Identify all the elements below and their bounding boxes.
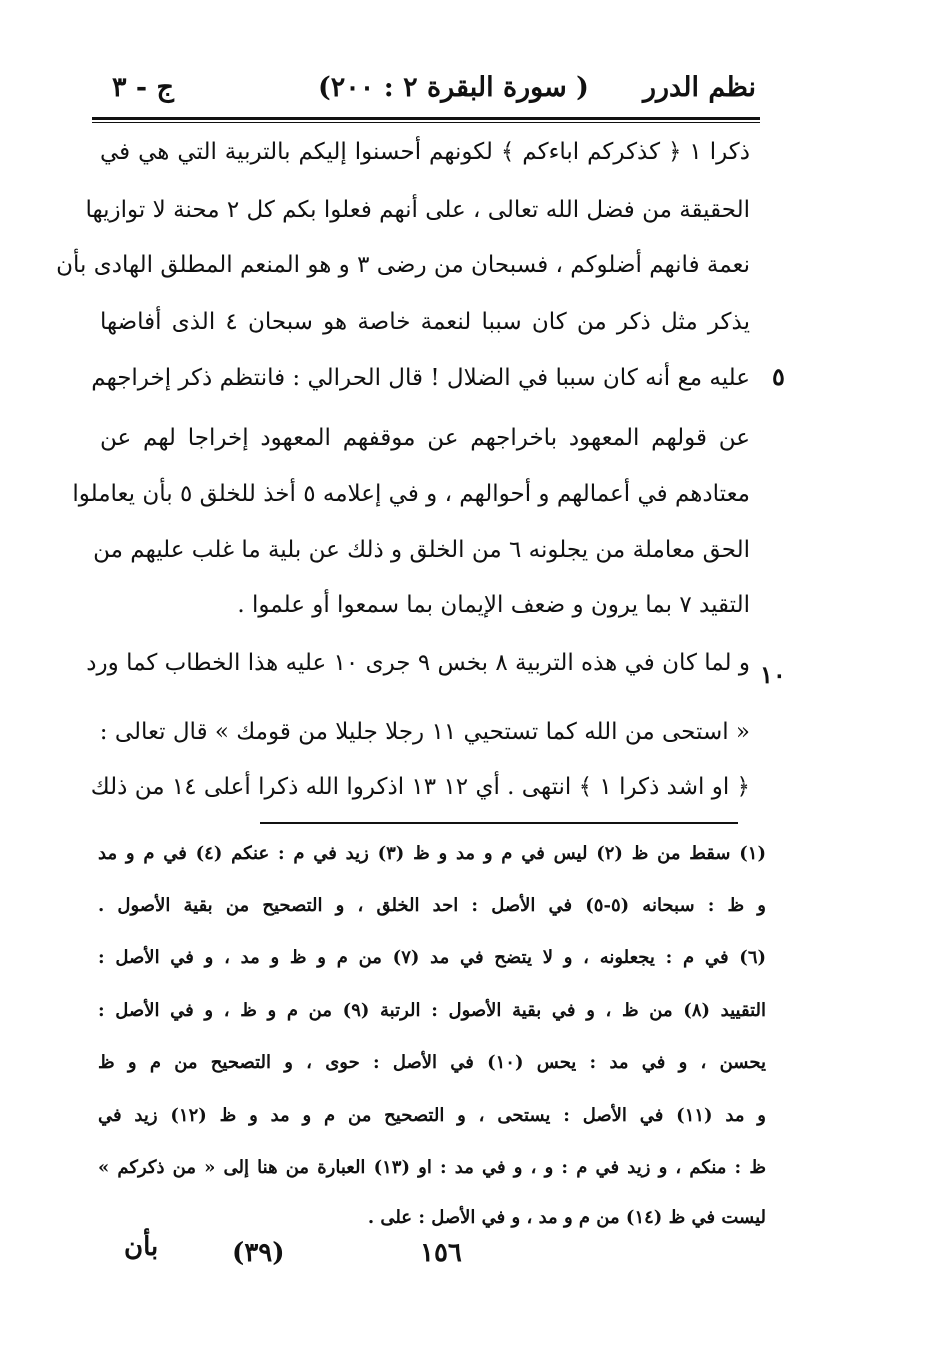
surah-reference: ( سورة البقرة ٢ : ٢٠٠) <box>318 72 589 103</box>
footnote-line: (١) سقط من ظ (٢) ليس في م و مد و ظ (٣) زيد في م : عنكم (٤) في م و مد <box>98 843 766 864</box>
body-line: معتادهم في أعمالهم و أحوالهم ، و في إعلامه ٥ أخذ للخلق ٥ بأن يعاملوا <box>72 481 750 507</box>
footnote-rule <box>260 822 738 824</box>
volume-number: ج - ٣ <box>112 72 174 103</box>
footnote-line: و ظ : سبحانه (٥-٥) في الأصل : احد الخلق ، و التصحيح من بقية الأصول . <box>98 895 766 916</box>
footnote-line: (٦) في م : يجعلونه ، و لا يتضح في مد (٧) من م و ظ و مد ، و في الأصل : <box>98 947 767 968</box>
body-line: « استحى من الله كما تستحيي ١١ رجلا جليلا من قومك » قال تعالى : <box>99 719 750 745</box>
catchword: بأن <box>124 1232 159 1262</box>
line-number-5: ٥ <box>772 362 785 391</box>
footnote-line: ظ : منكم ، و زيد في م : و ، و في مد : او (١٣) العبارة من هنا إلى « من ذكركم » <box>98 1157 766 1178</box>
body-line: الحقيقة من فضل الله تعالى ، على أنهم فعلوا بكم كل ٢ محنة لا توازيها <box>85 197 750 223</box>
page-number: ١٥٦ <box>420 1238 462 1268</box>
footnote-line: و مد (١١) في الأصل : يستحى ، و التصحيح من م و مد و ظ (١٢) زيد في <box>98 1105 766 1126</box>
body-line: و لما كان في هذه التربية ٨ بخس ٩ جرى ١٠ عليه هذا الخطاب كما ورد <box>86 650 750 676</box>
body-line: عن قولهم المعهود باخراجهم عن موقفهم المعهود إخراجا لهم عن <box>100 425 750 451</box>
header-rule <box>92 117 760 120</box>
line-number-10: ١٠ <box>760 660 786 689</box>
footnote-line: التقييد (٨) من ظ ، و في بقية الأصول : الرتبة (٩) من م و ظ ، و في الأصل : <box>98 1000 767 1021</box>
body-line: يذكر مثل ذكر من كان سببا لنعمة خاصة هو سبحان ٤ الذى أفاضها <box>100 309 750 335</box>
book-title: نظم الدرر <box>642 72 756 103</box>
body-line: ﴿ او اشد ذكرا ١ ﴾ انتهى . أي ١٢ ١٣ اذكروا الله ذكرا أعلى ١٤ من ذلك <box>90 774 750 800</box>
footnote-line: ليست في ظ (١٤) من م و مد ، و في الأصل : على . <box>367 1207 766 1228</box>
header-rule-thin <box>92 122 760 123</box>
footnote-line: يحسن ، و في مد : يحس (١٠) في الأصل : حوى ، و التصحيح من م و ظ <box>98 1052 766 1073</box>
sheet-number: (٣٩) <box>232 1238 285 1268</box>
body-line: نعمة فانهم أضلوكم ، فسبحان من رضى ٣ و هو المنعم المطلق الهادى بأن <box>56 252 750 278</box>
body-line: التقيد ٧ بما يرون و ضعف الإيمان بما سمعوا أو علموا . <box>237 592 750 618</box>
body-line: الحق معاملة من يجلونه ٦ من الخلق و ذلك عن بلية ما غلب عليهم من <box>93 537 750 563</box>
body-line: عليه مع أنه كان سببا في الضلال ! قال الحرالي : فانتظم ذكر إخراجهم <box>91 365 750 391</box>
body-line: ذكرا ١ ﴿ كذكركم اباءكم ﴾ لكونهم أحسنوا إليكم بالتربية التي هي في <box>100 139 750 165</box>
